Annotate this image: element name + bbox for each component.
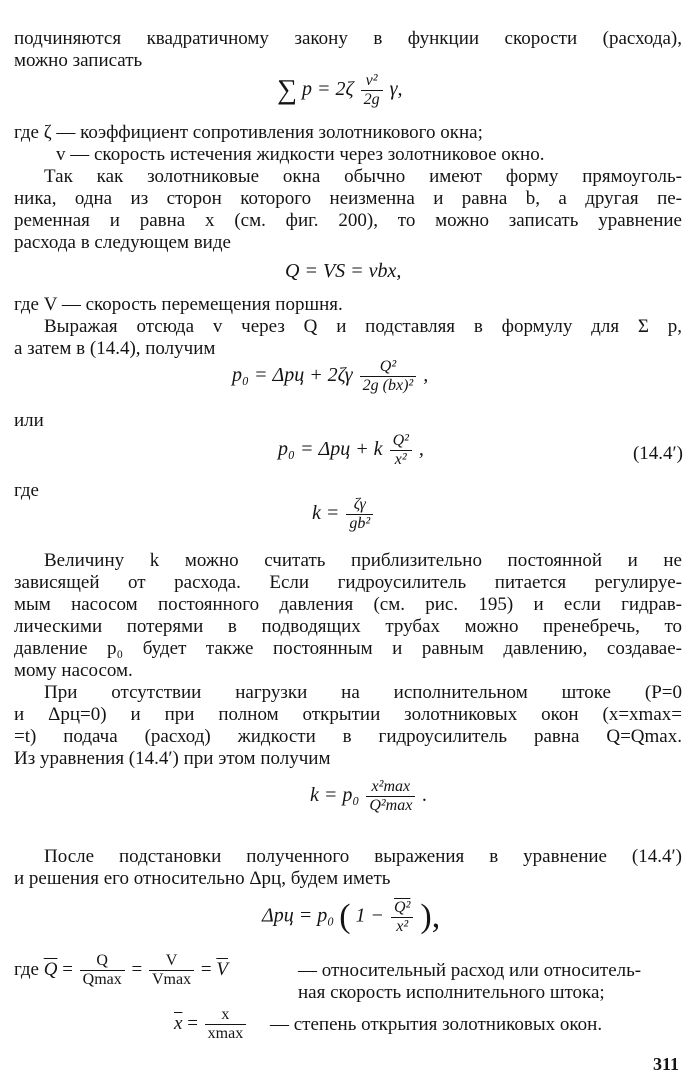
- text-line: мым насосом постоянного давления (см. рис. 195) и если гидрав-: [14, 594, 682, 615]
- text-line: лическими потерями в подводящих трубах можно пренебречь, то: [14, 616, 682, 637]
- text-line: Из уравнения (14.4′) при этом получим: [14, 748, 331, 769]
- text-line: и решения его относительно Δpц, будем иметь: [14, 868, 391, 889]
- text-line: мому насосом.: [14, 660, 133, 681]
- fraction: $\frac{\text{Q²}}{\text{2g (bx)²}}$: [360, 358, 417, 395]
- text-line: — относительный расход или относитель-: [298, 960, 642, 981]
- text-line: можно записать: [14, 50, 143, 71]
- fraction: $\frac{\text{Q²}}{\text{x²}}$: [390, 432, 412, 469]
- equation-flow: Q = VS = vbx,: [285, 260, 402, 282]
- fraction: $\frac{\text{x²max}}{\text{Q²max}}$: [366, 778, 415, 815]
- text-line: =t) подача (расход) жидкости в гидроусилитель равна Q=Qmax.: [14, 726, 682, 747]
- text-line: Так как золотниковые окна обычно имеют форму прямоуголь-: [44, 166, 682, 187]
- text-line: ника, одна из сторон которого неизменна и равна b, а другая пе-: [14, 188, 682, 209]
- text-line: расхода в следующем виде: [14, 232, 231, 253]
- text-line: v — скорость истечения жидкости через золотниковое окно.: [56, 144, 545, 165]
- fraction: $\frac{Q}{Qmax}$: [80, 952, 125, 989]
- text-line: где ζ — коэффициент сопротивления золотникового окна;: [14, 122, 483, 143]
- text-line: где V — скорость перемещения поршня.: [14, 294, 343, 315]
- equation-k: k = $\frac{\zeta\gamma}{\text{gb²}}$: [312, 496, 375, 533]
- equation-sum-p: ∑ p = 2ζ $\frac{\text{v²}}{2g}$ γ,: [277, 72, 403, 108]
- text-line: давление p₀ будет также постоянным и равным давлению, создавае-: [14, 638, 682, 659]
- text-line: где: [14, 480, 39, 501]
- equation-k-max: k = p₀ $\frac{\text{x²max}}{\text{Q²max}}$ .: [310, 778, 428, 814]
- fraction: $\frac{\zeta\gamma}{\text{gb²}}$: [346, 496, 373, 533]
- text-line: и Δpц=0) и при полном открытии золотниковых окон (x=xmax=: [14, 704, 682, 725]
- text-line: подчиняются квадратичному закону в функции скорости (расхода),: [14, 28, 682, 49]
- equation-delta-p: Δpц = p₀ ( 1 − $\frac{\text{Q²}}{\text{x²}}$ ),: [262, 898, 441, 935]
- text-line: а затем в (14.4), получим: [14, 338, 216, 359]
- text-line: При отсутствии нагрузки на исполнительном штоке (P=0: [44, 682, 682, 703]
- text-line: Величину k можно считать приблизительно постоянной и не: [44, 550, 682, 571]
- text-line: — степень открытия золотниковых окон.: [270, 1014, 603, 1035]
- text-line: или: [14, 410, 44, 431]
- equation-p0-first: p₀ = Δpц + 2ζγ $\frac{\text{Q²}}{\text{2g (bx)²}}$ ,: [232, 358, 429, 394]
- sum-symbol: ∑: [277, 74, 297, 106]
- fraction: $\frac{\text{Q²}}{\text{x²}}$: [391, 899, 413, 936]
- text-line: Выражая отсюда v через Q и подставляя в формулу для Σ p,: [44, 316, 682, 337]
- text-line: ременная и равна x (см. фиг. 200), то можно записать уравнение: [14, 210, 682, 231]
- fraction: $\frac{x}{xmax}$: [205, 1006, 247, 1043]
- page-number: 311: [652, 1054, 679, 1074]
- fraction: $\frac{\text{v²}}{2g}$: [361, 72, 383, 109]
- fraction: $\frac{V}{Vmax}$: [149, 952, 194, 989]
- text-line: После подстановки полученного выражения в уравнение (14.4′): [44, 846, 682, 867]
- text-line: зависящей от расхода. Если гидроусилитель питается регулируе-: [14, 572, 682, 593]
- definition-relative-flow: где $\overline{Q}$ = $\frac{Q}{Qmax}$ = $\frac{V}{Vmax}$ = $\overline{V}$: [14, 952, 228, 988]
- text-line: ная скорость исполнительного штока;: [298, 982, 605, 1003]
- equation-14-4-prime: p₀ = Δpц + k $\frac{\text{Q²}}{\text{x²}}$ ,: [278, 432, 424, 468]
- equation-number: (14.4′): [632, 443, 683, 464]
- definition-opening: $\overline{x}$ = $\frac{x}{xmax}$: [174, 1006, 248, 1043]
